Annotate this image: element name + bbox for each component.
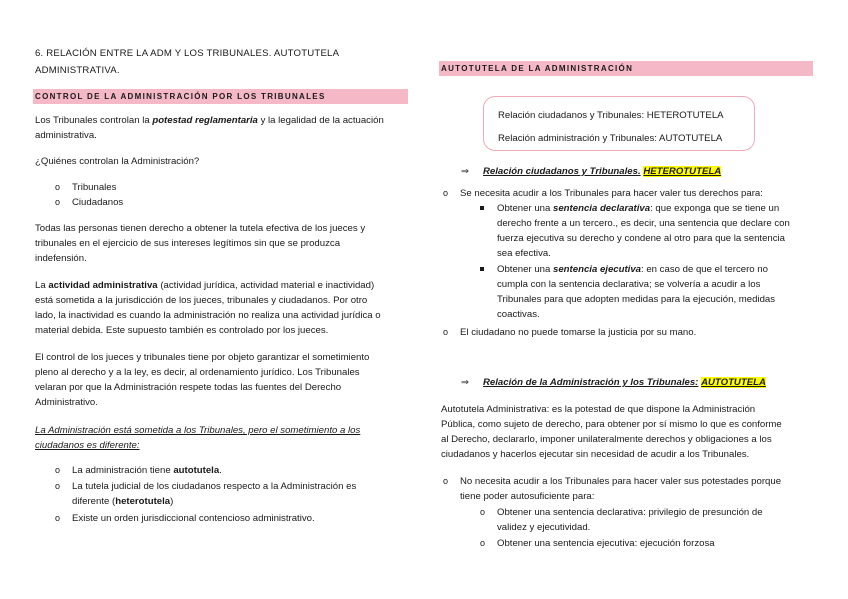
- paragraph-tutela-efectiva: Todas las personas tienen derecho a obtener la tutela efectiva de los jueces y tribunales en el ejercicio de sus intereses legítimos sin que se produzca indefensión.: [35, 223, 366, 264]
- list-item-continuation: derecho frente a un tercero., es decir, una sentencia que declare con fuerza ejecutiva su derecho y condene al otro para que la sentencia sea efectiva.: [497, 218, 790, 259]
- paragraph-autotutela-definicion: Autotutela Administrativa: es la potestad de que dispone la Administración Pública, como sujeto de derecho, para obtener por sí mismo lo que es conforme al Derecho, declararlo, imponer unilateralmente derechos y obligaciones a los ciudadanos y hacerlos ejecutar sin necesidad de acudir a los Tribunales.: [441, 404, 782, 460]
- list-item-continuation: cumpla con la sentencia declarativa; se volvería a acudir a los Tribunales para que adopten medidas para la ejecución, medidas coactivas.: [497, 279, 776, 320]
- circle-bullet-icon: o: [55, 197, 61, 207]
- arrow-right-icon: ⇒: [461, 166, 470, 177]
- circle-bullet-icon: o: [55, 182, 61, 192]
- section-title: 6. RELACIÓN ENTRE LA ADM Y LOS TRIBUNALES. AUTOTUTELA ADMINISTRATIVA.: [35, 48, 340, 76]
- section-band-autotutela: AUTOTUTELA DE LA ADMINISTRACIÓN: [439, 61, 813, 76]
- heading-heterotutela: ⇒ Relación ciudadanos y Tribunales. HETEROTUTELA: [461, 166, 722, 177]
- square-bullet-icon: [480, 206, 484, 210]
- circle-bullet-icon: o: [55, 513, 61, 523]
- circle-bullet-icon: o: [443, 476, 449, 486]
- square-bullet-icon: [480, 267, 484, 271]
- paragraph-control-jueces: El control de los jueces y tribunales tiene por objeto garantizar el sometimiento pleno al derecho y a la ley, es decir, al ordenamiento jurídico. Los Tribunales velaran por que la Administración respete todas las fuentes del Derecho Administrativo.: [35, 352, 370, 408]
- section-band-control: CONTROL DE LA ADMINISTRACIÓN POR LOS TRIBUNALES: [33, 89, 408, 104]
- paragraph-tribunales-controlan: Los Tribunales controlan la potestad reglamentaria y la legalidad de la actuación administrativa.: [35, 115, 384, 141]
- circle-bullet-icon: o: [443, 188, 449, 198]
- paragraph-actividad-administrativa: La actividad administrativa (actividad jurídica, actividad material e inactividad) está sometida a la jurisdicción de los jueces, tribunales y ciudadanos. Por otro lado, la inactividad es cuando la administración no realiza una actividad jurídica o material debida. Este supuesto también es controlado por los jueces.: [35, 280, 381, 336]
- arrow-right-icon: ⇒: [461, 377, 470, 388]
- list-item-continuation: validez y ejecutividad.: [497, 522, 591, 533]
- circle-bullet-icon: o: [55, 465, 61, 475]
- circle-bullet-icon: o: [480, 538, 486, 548]
- paragraph-sometimiento: La Administración está sometida a los Tribunales, pero el sometimiento a los ciudadanos es diferente:: [35, 425, 361, 451]
- circle-bullet-icon: o: [480, 507, 486, 517]
- heading-autotutela: ⇒ Relación de la Administración y los Tribunales: AUTOTUTELA: [461, 377, 766, 388]
- circle-bullet-icon: o: [55, 481, 61, 491]
- question-text: ¿Quiénes controlan la Administración?: [35, 156, 200, 167]
- circle-bullet-icon: o: [443, 327, 449, 337]
- list-item-continuation: tiene poder autosuficiente para:: [460, 491, 595, 502]
- summary-box: Relación ciudadanos y Tribunales: HETEROTUTELA Relación administración y Tribunales: AUTOTUTELA: [483, 96, 755, 151]
